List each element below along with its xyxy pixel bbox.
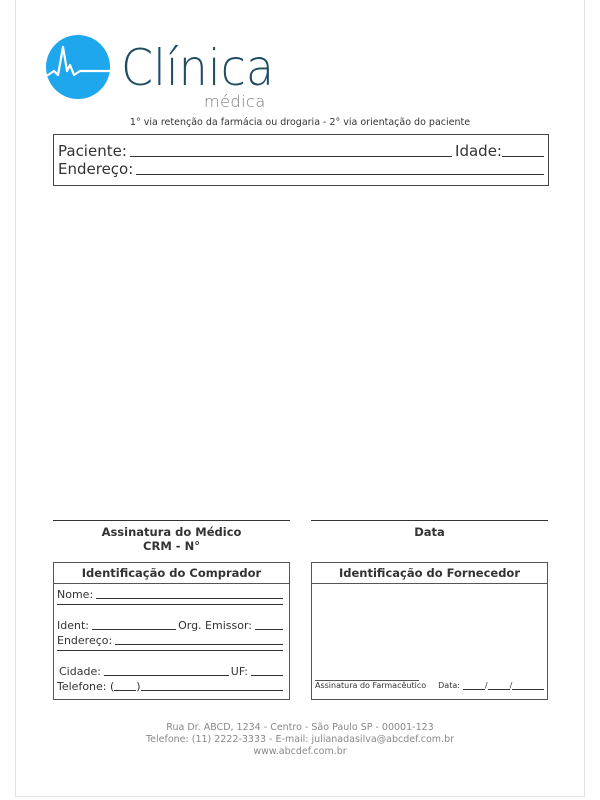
- buyer-address-label: Endereço:: [57, 634, 113, 647]
- buyer-box: [53, 562, 290, 700]
- patient-name-label: Paciente:: [58, 142, 127, 160]
- buyer-address-row: [57, 634, 285, 647]
- uf-label: UF:: [230, 665, 248, 678]
- uf-field[interactable]: [251, 674, 283, 676]
- supplier-title: Identificação do Fornecedor: [312, 563, 547, 584]
- date-sep-1: /: [484, 681, 488, 690]
- doctor-label: Assinatura do Médico: [101, 525, 242, 539]
- buyer-name-field[interactable]: [96, 597, 283, 599]
- buyer-address-row-2: [57, 649, 285, 653]
- ident-label: Ident:: [57, 619, 89, 632]
- footer-website[interactable]: www.abcdef.com.br: [253, 746, 347, 757]
- ident-field[interactable]: [92, 628, 176, 630]
- buyer-name-row-2: [57, 603, 285, 607]
- patient-address-field[interactable]: [136, 173, 544, 175]
- supplier-footer-row: [315, 681, 544, 691]
- buyer-title: Identificação do Comprador: [54, 563, 289, 584]
- patient-address-label: Endereço:: [58, 160, 134, 178]
- buyer-city-row: [59, 665, 285, 678]
- phone-field[interactable]: [141, 689, 283, 691]
- date-signature-line[interactable]: [311, 520, 548, 521]
- phone-close: ): [136, 680, 141, 693]
- footer-address: Rua Dr. ABCD, 1234 - Centro - São Paulo SP - 00001-123: [166, 722, 434, 733]
- footer-contact: Telefone: (11) 2222-3333 - E-mail: julianadasilva@abcdef.com.br: [145, 734, 455, 745]
- via-note: 1° via retenção da farmácia ou drogaria - 2° via orientação do paciente: [129, 117, 471, 128]
- phone-area-field[interactable]: [114, 689, 136, 691]
- patient-name-row: [58, 143, 544, 160]
- clinic-name: Clínica: [121, 39, 275, 97]
- supplier-date-label: Data:: [438, 681, 460, 690]
- org-field[interactable]: [255, 628, 283, 630]
- buyer-address-field-2[interactable]: [57, 649, 283, 651]
- patient-box: [53, 134, 549, 186]
- patient-name-field[interactable]: [130, 155, 452, 157]
- crm-label: CRM - N°: [143, 539, 200, 553]
- org-label: Org. Emissor:: [178, 619, 252, 632]
- buyer-ident-row: [57, 619, 285, 632]
- buyer-name-field-2[interactable]: [57, 603, 283, 605]
- date-sep-2: /: [509, 681, 513, 690]
- date-day-field[interactable]: [463, 688, 485, 690]
- patient-address-row: [58, 161, 544, 178]
- doctor-signature-label: [53, 525, 290, 553]
- supplier-box: [311, 562, 548, 700]
- date-label: Data: [414, 525, 445, 539]
- doctor-signature-line[interactable]: [53, 520, 290, 521]
- buyer-address-field[interactable]: [115, 643, 283, 645]
- date-month-field[interactable]: [488, 688, 510, 690]
- clinic-subtitle: médica: [204, 92, 266, 111]
- city-label: Cidade:: [59, 665, 101, 678]
- date-year-field[interactable]: [512, 688, 544, 690]
- phone-label: Telefone: (: [57, 680, 115, 693]
- footer: [0, 722, 600, 758]
- age-label: Idade:: [455, 142, 502, 160]
- buyer-name-label: Nome:: [57, 588, 94, 601]
- pharmacist-label: Assinatura do Farmacêutico: [315, 681, 427, 690]
- heartbeat-icon: [46, 35, 110, 99]
- buyer-phone-row: [57, 680, 285, 693]
- buyer-name-row: [57, 588, 285, 601]
- city-field[interactable]: [104, 674, 229, 676]
- age-field[interactable]: [502, 155, 544, 157]
